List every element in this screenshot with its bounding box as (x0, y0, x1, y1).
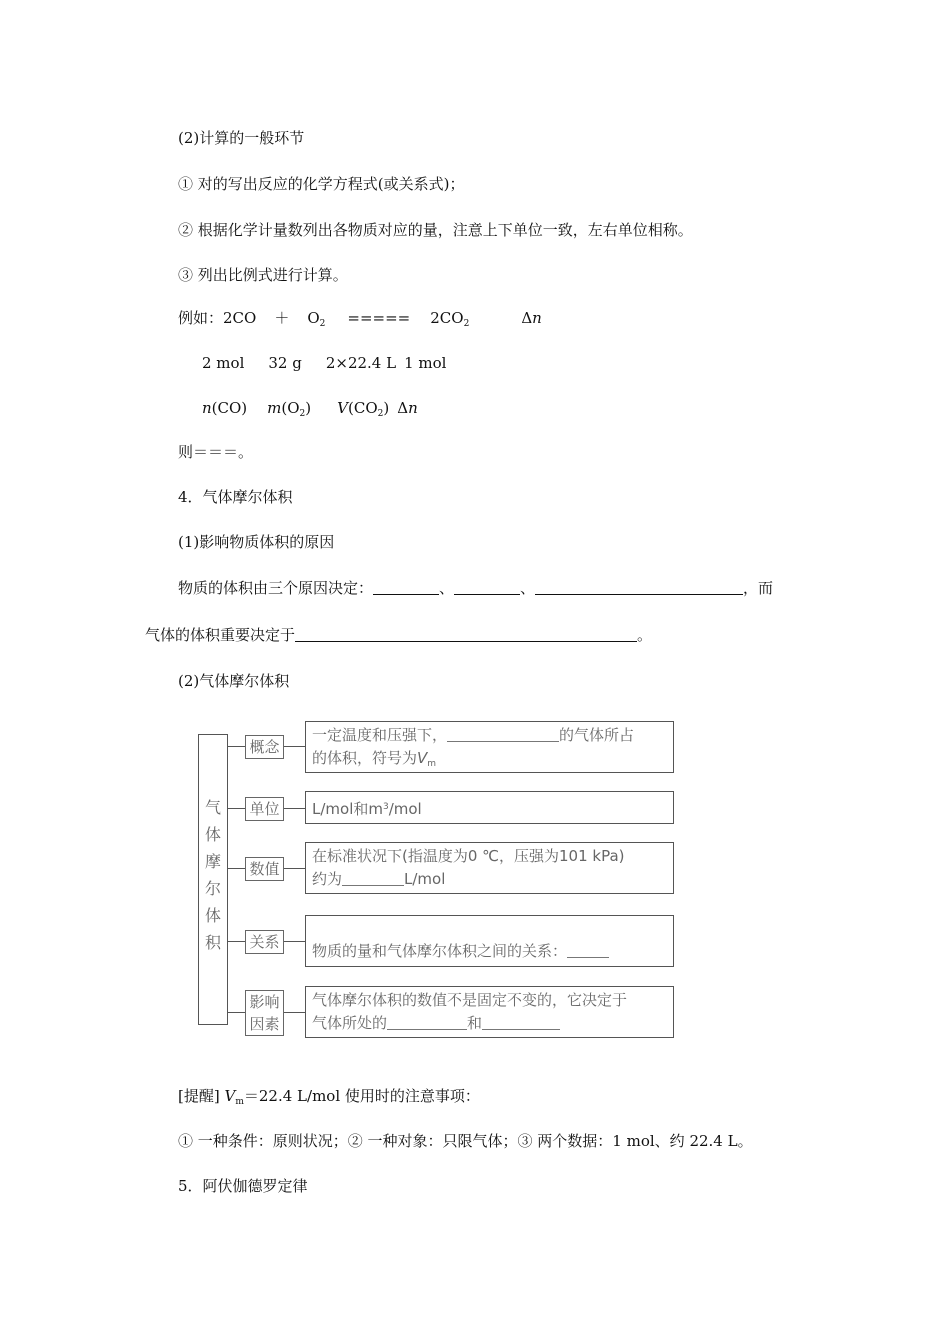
value-blank[interactable] (342, 871, 404, 886)
relation-text (312, 940, 609, 963)
sym-m: m (267, 399, 282, 417)
example-symbols (202, 398, 418, 424)
label-factors-2: 因素 (249, 1015, 280, 1033)
connector (228, 1012, 246, 1013)
eq-delta: Δ (521, 309, 533, 327)
connector (228, 808, 246, 809)
section-4-heading: 4．气体摩尔体积 (178, 488, 293, 506)
factors-text-a: 气体所处的 (312, 1014, 388, 1032)
sym-delta-n: n (408, 399, 418, 417)
connector (284, 746, 305, 747)
connector (284, 868, 305, 869)
concept-line-1 (312, 724, 634, 747)
calc-step-3: ③ 列出比例式进行计算。 (178, 266, 348, 284)
value-line-1: 在标准状况下(指温度为0 ℃，压强为101 kPa) (312, 847, 625, 865)
label-relation: 关系 (245, 930, 284, 954)
gas-blank[interactable] (295, 627, 637, 642)
calc-step-2: ② 根据化学计量数列出各物质对应的量，注意上下单位一致，左右单位相称。 (178, 221, 693, 239)
concept-blank[interactable] (447, 727, 559, 742)
concept-vm: V (417, 749, 428, 767)
calc-steps-heading: (2)计算的一般环节 (178, 129, 305, 147)
eq-co: 2CO (223, 309, 257, 327)
root-char: 摩 (204, 852, 221, 871)
unit-text-b: /mol (388, 800, 422, 818)
concept-text-c: 的体积，符号为 (312, 749, 418, 767)
factors-text-mid: 和 (467, 1014, 483, 1032)
concept-text-a: 一定温度和压强下， (312, 726, 448, 744)
value-text-b: L/mol (404, 870, 446, 888)
sym-o2-open: (O (281, 399, 300, 417)
reminder-points: ① 一种条件：原则状况；② 一种对象：只限气体；③ 两个数据：1 mol、约 22.4 L。 (178, 1132, 753, 1150)
factor-blank-3[interactable] (535, 580, 743, 595)
sym-o2-sub: 2 (299, 409, 306, 419)
label-concept: 概念 (245, 735, 284, 759)
example-quantities (202, 353, 446, 373)
reminder-rest: ＝22.4 L/mol 使用时的注意事项： (243, 1087, 480, 1105)
factors-suffix: ，而 (743, 579, 774, 597)
eq-co2: 2CO (430, 309, 464, 327)
concept-vm-sub: m (427, 759, 437, 769)
factors-line-1: 气体摩尔体积的数值不是固定不变的，它决定于 (312, 991, 628, 1009)
qty-4: 1 mol (404, 354, 447, 372)
then-line: 则＝＝＝。 (178, 443, 254, 461)
gas-prefix: 气体的体积重要决定于 (145, 626, 296, 644)
section-5-heading: 5．阿伏伽德罗定律 (178, 1177, 308, 1195)
concept-line-2 (312, 747, 436, 776)
root-char: 气 (204, 798, 221, 817)
factors-blank-1[interactable] (387, 1015, 467, 1030)
unit-sup: 3 (382, 802, 389, 812)
connector (228, 868, 246, 869)
eq-o2-sub: 2 (319, 319, 326, 329)
section-4-sub1: (1)影响物质体积的原因 (178, 533, 335, 551)
relation-text-a: 物质的量和气体摩尔体积之间的关系： (312, 942, 568, 960)
root-char: 积 (204, 933, 221, 952)
sym-co2-close: ) (383, 399, 390, 417)
sym-v: V (337, 399, 348, 417)
label-factors (245, 990, 284, 1036)
root-char: 体 (204, 906, 221, 925)
sym-n: n (202, 399, 212, 417)
value-text-a: 约为 (312, 870, 343, 888)
label-value: 数值 (245, 857, 284, 881)
calc-step-1: ① 对的写出反应的化学方程式(或关系式)； (178, 175, 465, 193)
label-factors-1: 影响 (249, 993, 280, 1011)
connector (228, 746, 246, 747)
example-prefix: 例如： (178, 309, 224, 327)
reminder-v: V (224, 1087, 236, 1105)
unit-text (312, 796, 422, 821)
reminder-v-sub: m (235, 1097, 244, 1107)
sym-co2-open: (CO (347, 399, 378, 417)
eq-plus: ＋ (274, 309, 290, 327)
section-4-sub2: (2)气体摩尔体积 (178, 672, 290, 690)
root-char: 体 (204, 825, 221, 844)
diagram-root-label (203, 794, 223, 956)
concept-text-b: 的气体所占 (559, 726, 635, 744)
qty-3: 2×22.4 L (325, 354, 397, 372)
factors-line-2 (312, 1012, 560, 1035)
reminder-line (178, 1086, 480, 1112)
value-line-2 (312, 868, 445, 891)
factors-blank-2[interactable] (482, 1015, 560, 1030)
connector (284, 808, 305, 809)
qty-2: 32 g (268, 354, 302, 372)
factors-line (178, 578, 773, 598)
factors-prefix: 物质的体积由三个原因决定： (178, 579, 374, 597)
sym-co: (CO) (211, 399, 248, 417)
relation-blank[interactable] (567, 943, 609, 958)
connector (284, 941, 305, 942)
gas-volume-line (145, 625, 652, 645)
factor-sep-1: 、 (439, 579, 455, 597)
connector (228, 941, 246, 942)
example-equation (178, 308, 542, 334)
sym-o2-close: ) (305, 399, 312, 417)
label-unit: 单位 (245, 797, 284, 821)
sym-delta: Δ (397, 399, 409, 417)
eq-o2: O (307, 309, 320, 327)
reminder-tag: [提醒] (178, 1087, 220, 1105)
eq-co2-sub: 2 (463, 319, 470, 329)
eq-arrow: ===== (347, 309, 411, 327)
unit-text-a: L/mol和m (312, 800, 383, 818)
gas-suffix: 。 (637, 626, 653, 644)
factor-blank-1[interactable] (373, 580, 439, 595)
factor-blank-2[interactable] (454, 580, 520, 595)
factor-sep-2: 、 (520, 579, 536, 597)
eq-n: n (532, 309, 542, 327)
connector (284, 1012, 305, 1013)
qty-1: 2 mol (202, 354, 245, 372)
root-char: 尔 (204, 879, 221, 898)
sym-co2-sub: 2 (377, 409, 384, 419)
